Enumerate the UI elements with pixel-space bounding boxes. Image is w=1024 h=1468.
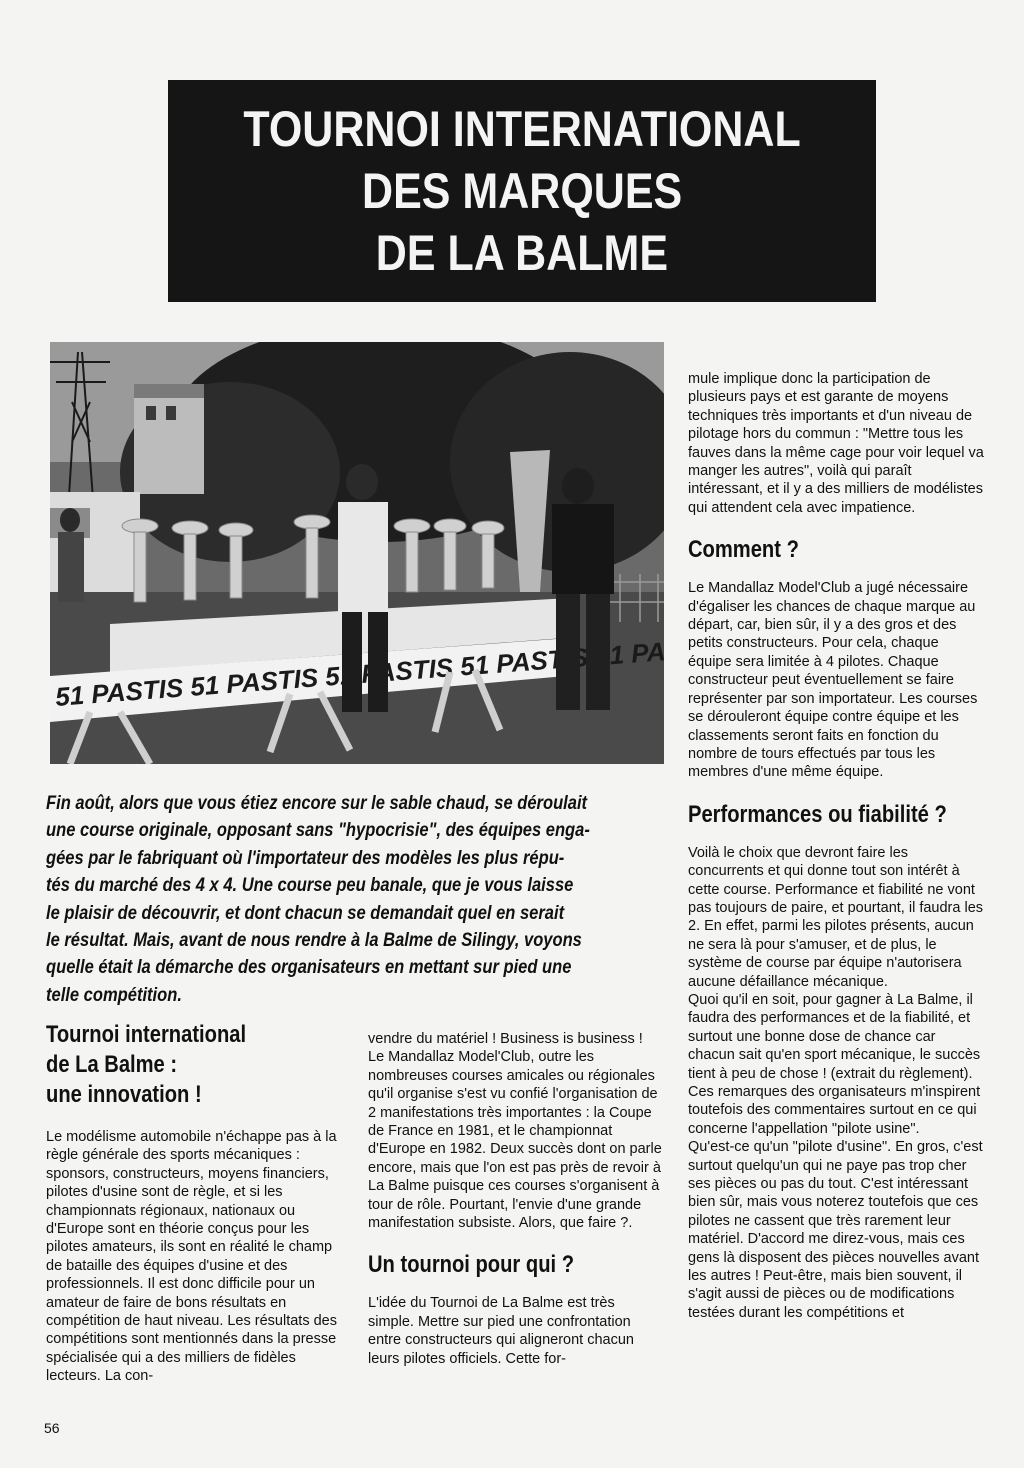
banner-text: 51 PASTIS 51 PASTIS 51 PASTIS 51 PASTIS PASTIS bbox=[54, 631, 664, 712]
column-left bbox=[46, 1020, 340, 1386]
title-line-3: DE LA BALME bbox=[375, 225, 669, 281]
col3-paragraph-4: Quoi qu'il en soit, pour gagner à La Balme, il faudra des performances et de la fiabilité, et surtout une bonne dose de chance car chacun sait qu'en sport mécanique, le succès tient à peu de chose ! (extrait du règlement). bbox=[688, 991, 981, 1082]
col3-paragraph-6: Qu'est-ce qu'un "pilote d'usine". En gros, c'est surtout quelqu'un qui ne paye pas trop cher ses pièces ou pas du tout. C'est intéressant bien sûr, mais vous noterez toutefois que ces pilotes ne cassent que très rarement leur matériel. D'accord me direz-vous, mais ces gens là disposent des pièces nouvelles avant les autres ! Peut-être, mais bien souvent, il s'agit aussi de pièces ou de modifications testées durant les compétitions et bbox=[688, 1139, 983, 1321]
col2-paragraph-2: Le Mandallaz Model'Club, outre les nombreuses courses amicales ou régionales qu'il organise s'est vu confié l'organisation de 2 manifestations très importantes : la Coupe de France en 1981, et le championnat d'Europe en 1982. Deux succès dont on parle encore, mais que l'on est pas près de revoir à La Balme puisque ces courses s'organisent à tour de rôle. Pourtant, l'envie d'une grande manifestation subsiste. Alors, que faire ?. bbox=[368, 1049, 662, 1232]
col3-paragraph-5: Ces remarques des organisateurs m'inspirent toutefois des commentaires surtout en ce qui concerne l'appellation "pilote usine". bbox=[688, 1084, 981, 1137]
lead-line-5: le plaisir de découvrir, et dont chacun se demandait quel en serait bbox=[46, 902, 565, 924]
heading-tournoi-pour-qui: Un tournoi pour qui ? bbox=[368, 1251, 575, 1279]
heading-comment: Comment ? bbox=[688, 536, 799, 564]
col1-paragraph: Le modélisme automobile n'échappe pas à la règle générale des sports mécaniques : sponsors, constructeurs, moyens financiers, pilotes d'usine sont de règle, et si les championnats régionaux, nationaux ou d'Europe sont en théorie conçus pour les pilotes amateurs, ils sont en réalité le champ de bataille des équipes d'usine et des professionnels. Il est donc difficile pour un amateur de faire de bons résultats en compétition de haut niveau. Les résultats des compétitions sont mentionnés dans la presse spécialisée qui a des milliers de fidèles lecteurs. La con- bbox=[46, 1129, 337, 1385]
lead-paragraph bbox=[46, 790, 670, 1009]
lead-line-3: gées par le fabriquant où l'importateur des modèles les plus répu- bbox=[46, 847, 565, 869]
col2-paragraph-3: L'idée du Tournoi de La Balme est très simple. Mettre sur pied une confrontation entre constructeurs qui aligneront chacun leurs pilotes officiels. Cette for- bbox=[368, 1295, 634, 1367]
lead-line-7: quelle était la démarche des organisateurs en mettant sur pied une bbox=[46, 957, 572, 979]
col2-paragraph-1: vendre du matériel ! Business is business ! bbox=[368, 1031, 643, 1047]
lead-line-1: Fin août, alors que vous étiez encore sur le sable chaud, se déroulait bbox=[46, 793, 588, 814]
title-box bbox=[168, 80, 876, 302]
lead-line-8: telle compétition. bbox=[46, 984, 182, 1006]
lead-line-2: une course originale, opposant sans "hypocrisie", des équipes enga- bbox=[46, 820, 590, 842]
column-right bbox=[688, 370, 984, 1322]
heading-tournoi-line-2: de La Balme : bbox=[46, 1051, 178, 1078]
trophy-table-photo bbox=[50, 342, 664, 764]
col3-paragraph-1: mule implique donc la participation de plusieurs pays et est garante de moyens techniques très importants et d'un niveau de pilotage hors du commun : "Mettre tous les fauves dans la même cage pour voir lequel va manger les autres", voilà qui paraît intéressant, et il y a des milliers de modélistes qui attendent cela avec impatience. bbox=[688, 371, 984, 516]
title-line-2: DES MARQUES bbox=[361, 163, 683, 219]
col3-paragraph-3: Voilà le choix que devront faire les concurrents et qui donne tout son intérêt à cette course. Performance et fiabilité ne vont pas toujours de paire, et pourtant, il faudra les 2. En effet, parmi les pilotes présents, aucun ne sera là pour s'amuser, et de plus, le système de course par équipe n'autorisera aucune défaillance mécanique. bbox=[688, 844, 984, 990]
column-middle bbox=[368, 1030, 664, 1368]
page-number: 56 bbox=[44, 1420, 60, 1436]
heading-performances: Performances ou fiabilité ? bbox=[688, 800, 947, 828]
heading-tournoi-line-1: Tournoi international bbox=[46, 1021, 247, 1048]
heading-tournoi-line-3: une innovation ! bbox=[46, 1081, 202, 1108]
lead-line-6: le résultat. Mais, avant de nous rendre à la Balme de Silingy, voyons bbox=[46, 930, 582, 952]
col3-paragraph-2: Le Mandallaz Model'Club a jugé nécessaire d'égaliser les chances de chaque marque au départ, car, bien sûr, il y a des gros et des petits constructeurs. Pour cela, chaque équipe sera limitée à 4 pilotes. Chaque constructeur peut éventuellement se faire représenter par son importateur. Les courses se dérouleront équipe contre équipe et les classements seront faits en fonction du nombre de tours effectués par tous les membres d'une même équipe. bbox=[688, 580, 978, 781]
lead-line-4: tés du marché des 4 x 4. Une course peu banale, que je vous laisse bbox=[46, 875, 574, 897]
title-line-1: TOURNOI INTERNATIONAL bbox=[243, 101, 801, 157]
